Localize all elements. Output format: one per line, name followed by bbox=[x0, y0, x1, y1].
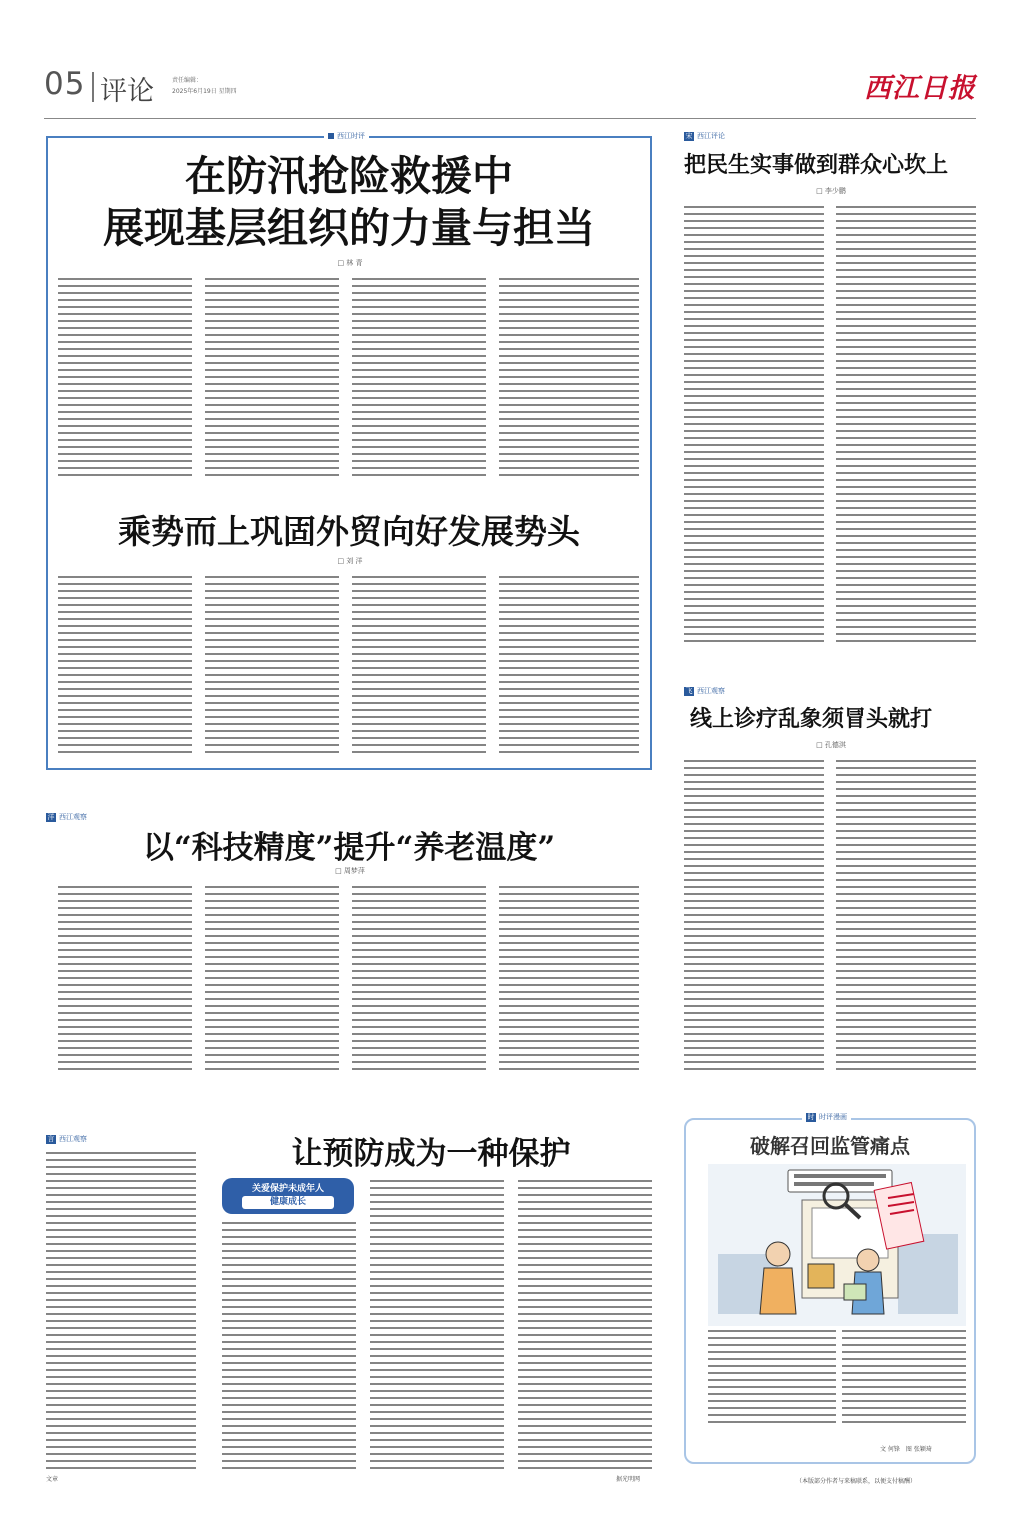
editor-label: 责任编辑： bbox=[172, 77, 203, 84]
flood-column-4 bbox=[499, 278, 639, 480]
section-divider bbox=[92, 72, 94, 102]
elderly-headline: 以“科技精度”提升“养老温度” bbox=[142, 830, 556, 866]
trade-byline: □ 刘 洋 bbox=[337, 557, 363, 565]
trade-headline: 乘势而上巩固外贸向好发展势头 bbox=[118, 512, 580, 551]
elderly-column-4 bbox=[499, 886, 639, 1072]
badge-line1: 关爱保护未成年人 bbox=[251, 1184, 324, 1194]
flood-headline bbox=[46, 150, 652, 254]
flood-byline: □ 林 青 bbox=[337, 259, 363, 267]
prevention-headline: 让预防成为一种保护 bbox=[291, 1136, 571, 1172]
recall-kicker bbox=[802, 1112, 851, 1122]
kicker-label: 西江时评 bbox=[337, 132, 365, 140]
recall-credit: 文 何锋 图 张颖琦 bbox=[880, 1446, 932, 1453]
trade-column-2 bbox=[205, 576, 339, 758]
prevention-credit: 据光明网 bbox=[616, 1476, 641, 1483]
side-commentary-credit: 文章 bbox=[46, 1476, 59, 1483]
flood-column-2 bbox=[205, 278, 339, 480]
flood-headline-line1: 在防汛抢险救援中 bbox=[185, 152, 513, 200]
kicker-label: 西江评论 bbox=[697, 132, 725, 140]
livelihood-column-1 bbox=[684, 206, 824, 646]
trade-column-1 bbox=[58, 576, 192, 758]
flood-column-1 bbox=[58, 278, 192, 480]
trade-column-4 bbox=[499, 576, 639, 758]
livelihood-headline: 把民生实事做到群众心坎上 bbox=[684, 152, 949, 178]
kicker-box-icon: 言 bbox=[47, 1134, 55, 1143]
prevention-badge bbox=[222, 1178, 354, 1214]
masthead-logo: 西江日报 bbox=[864, 73, 976, 104]
kicker-label: 西江观察 bbox=[59, 813, 87, 821]
trade-column-3 bbox=[352, 576, 486, 758]
elderly-kicker bbox=[46, 812, 87, 822]
prevention-column-3 bbox=[518, 1180, 652, 1470]
recall-cartoon-illustration bbox=[708, 1164, 966, 1326]
online-byline: □ 孔德淇 bbox=[816, 741, 846, 749]
kicker-label: 时评漫画 bbox=[819, 1113, 847, 1121]
kicker-label: 西江观察 bbox=[697, 687, 725, 695]
recall-column-1 bbox=[708, 1330, 836, 1428]
issue-date: 2025年6月19日 星期四 bbox=[172, 88, 237, 95]
kicker-box-icon: 飞 bbox=[685, 686, 693, 695]
kicker-box-icon: 宋 bbox=[685, 131, 693, 140]
livelihood-byline: □ 李少鹏 bbox=[816, 187, 846, 195]
badge-line2: 健康成长 bbox=[242, 1196, 334, 1209]
flood-column-3 bbox=[352, 278, 486, 480]
flood-kicker bbox=[324, 131, 369, 141]
kicker-box-icon: 时 bbox=[807, 1112, 815, 1121]
online-headline: 线上诊疗乱象须冒头就打 bbox=[690, 706, 933, 732]
elderly-column-2 bbox=[205, 886, 339, 1072]
section-name: 评论 bbox=[100, 76, 154, 107]
prevention-column-1 bbox=[222, 1222, 356, 1470]
recall-column-2 bbox=[842, 1330, 966, 1428]
elderly-column-1 bbox=[58, 886, 192, 1072]
online-column-1 bbox=[684, 760, 824, 1072]
page-number: 05 bbox=[44, 66, 86, 102]
kicker-square-icon bbox=[328, 133, 334, 139]
kicker-box-icon: 洋 bbox=[47, 812, 55, 821]
recall-title: 破解召回监管痛点 bbox=[750, 1134, 910, 1158]
prevention-column-2 bbox=[370, 1180, 504, 1470]
elderly-column-3 bbox=[352, 886, 486, 1072]
online-kicker bbox=[684, 686, 725, 696]
flood-headline-line2: 展现基层组织的力量与担当 bbox=[103, 204, 595, 252]
online-column-2 bbox=[836, 760, 976, 1072]
livelihood-kicker bbox=[684, 131, 725, 141]
side-commentary-column bbox=[46, 1152, 196, 1470]
kicker-label: 西江观察 bbox=[59, 1135, 87, 1143]
livelihood-column-2 bbox=[836, 206, 976, 646]
footer-note: （本版部分作者与来稿联系，以便支付稿酬） bbox=[796, 1478, 917, 1485]
elderly-byline: □ 周梦萍 bbox=[335, 867, 365, 875]
header-rule bbox=[44, 118, 976, 119]
issue-meta bbox=[172, 76, 237, 96]
side-commentary-kicker bbox=[46, 1134, 87, 1144]
